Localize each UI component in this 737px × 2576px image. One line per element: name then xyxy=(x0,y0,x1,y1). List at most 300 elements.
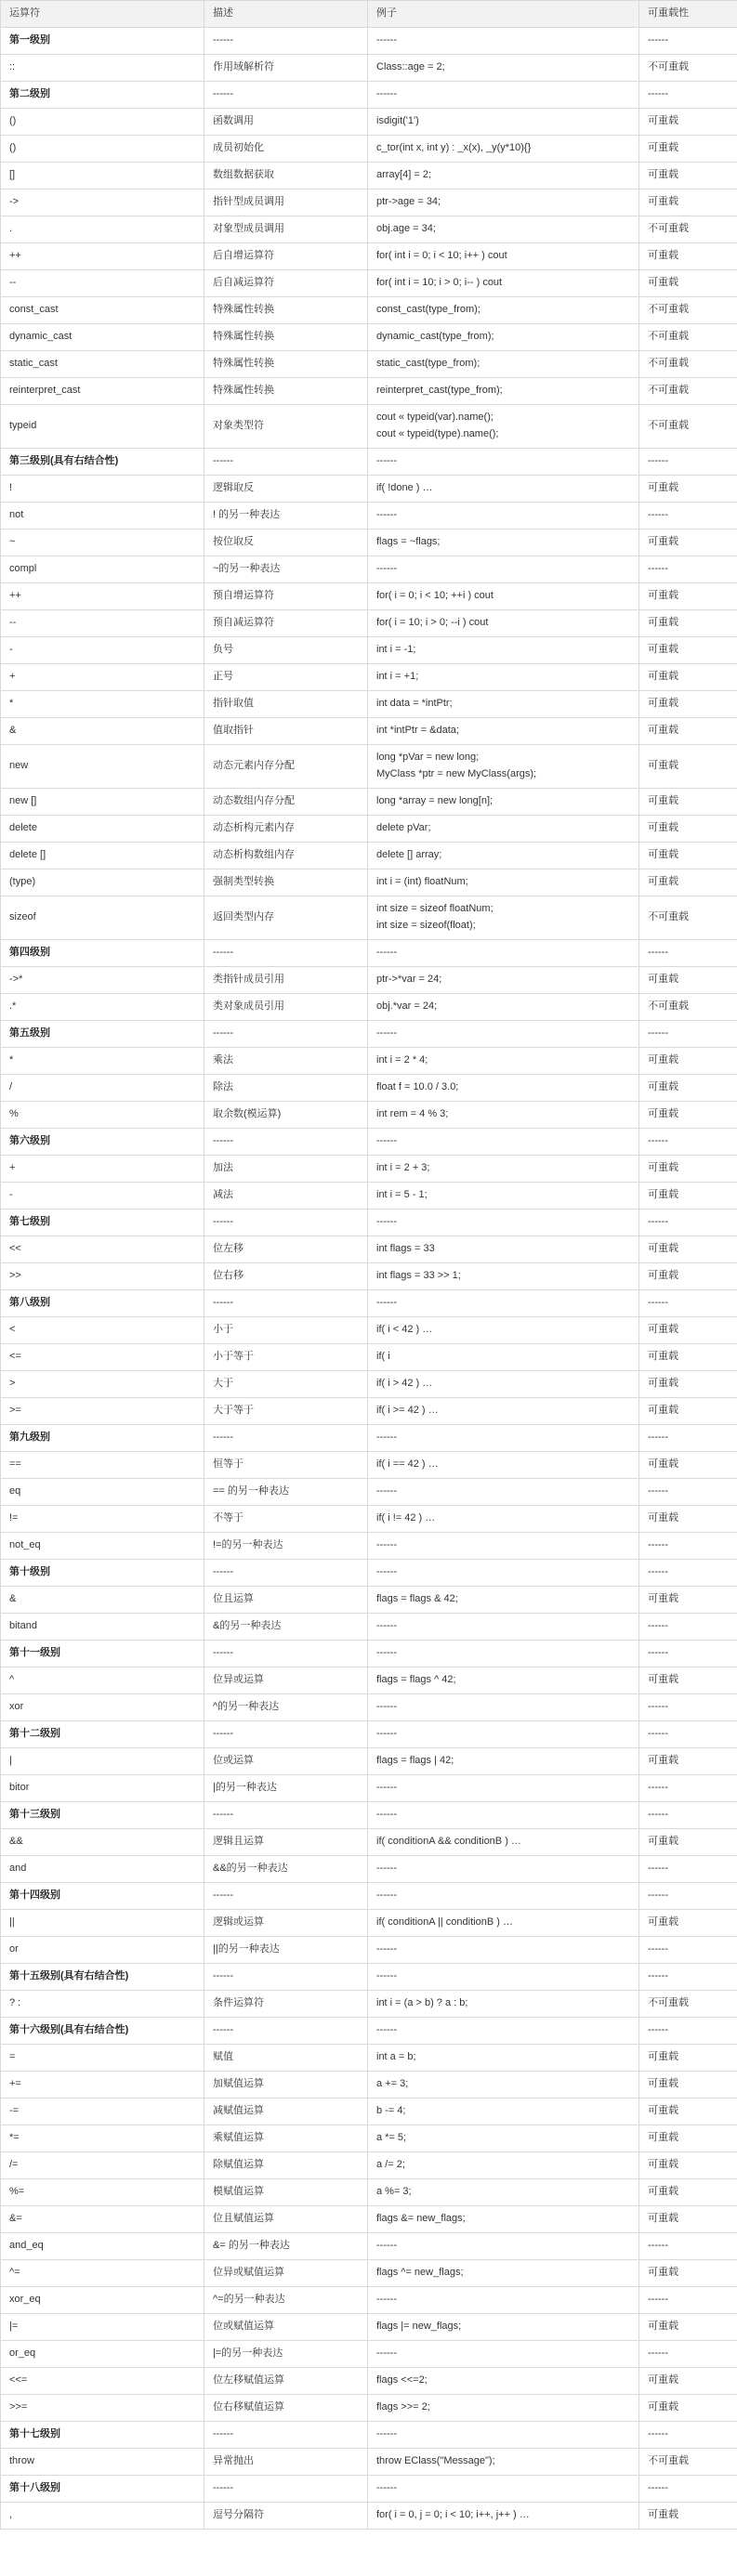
cell-overloadable: 可重载 xyxy=(639,2099,737,2125)
cell-operator: >> xyxy=(1,1263,204,1290)
cell-description: ------ xyxy=(204,2018,368,2045)
cell-overloadable: ------ xyxy=(639,2018,737,2045)
cell-example: ------ xyxy=(368,1129,639,1156)
cell-operator: -> xyxy=(1,190,204,216)
level-row xyxy=(1,1290,737,1317)
header-overloadable: 可重载性 xyxy=(639,1,737,28)
cell-description: 对象类型符 xyxy=(204,405,368,449)
cell-example xyxy=(368,745,639,789)
cell-overloadable: ------ xyxy=(639,2476,737,2503)
cell-example: for( i = 0; i < 10; ++i ) cout xyxy=(368,583,639,610)
header-operator: 运算符 xyxy=(1,1,204,28)
cell-example: float f = 10.0 / 3.0; xyxy=(368,1075,639,1102)
cell-example: ------ xyxy=(368,1775,639,1802)
cell-overloadable: 可重载 xyxy=(639,530,737,556)
cell-example: ------ xyxy=(368,1425,639,1452)
cell-operator: & xyxy=(1,718,204,745)
cell-example: ------ xyxy=(368,940,639,967)
level-title: 第十三级别 xyxy=(1,1802,204,1829)
cell-description: 位且运算 xyxy=(204,1587,368,1614)
level-title: 第十四级别 xyxy=(1,1883,204,1910)
cell-operator: xor xyxy=(1,1694,204,1721)
level-title: 第十一级别 xyxy=(1,1641,204,1667)
cell-operator: dynamic_cast xyxy=(1,324,204,351)
cell-overloadable: 可重载 xyxy=(639,2395,737,2422)
cell-operator: () xyxy=(1,109,204,136)
cell-description: ------ xyxy=(204,2476,368,2503)
cell-example: ------ xyxy=(368,28,639,55)
table-row xyxy=(1,1694,737,1721)
cell-example: obj.age = 34; xyxy=(368,216,639,243)
cell-example: ------ xyxy=(368,1614,639,1641)
cell-description: ------ xyxy=(204,1290,368,1317)
cell-operator: bitand xyxy=(1,1614,204,1641)
cell-description: 返回类型内存 xyxy=(204,896,368,940)
cell-overloadable: 不可重载 xyxy=(639,378,737,405)
cell-overloadable: 可重载 xyxy=(639,2179,737,2206)
cell-operator: - xyxy=(1,637,204,664)
cell-overloadable: 可重载 xyxy=(639,1506,737,1533)
level-title: 第八级别 xyxy=(1,1290,204,1317)
table-row xyxy=(1,476,737,503)
cell-operator: throw xyxy=(1,2449,204,2476)
cell-example: const_cast(type_from); xyxy=(368,297,639,324)
cell-overloadable: 不可重载 xyxy=(639,994,737,1021)
cell-overloadable: ------ xyxy=(639,2287,737,2314)
cell-overloadable: ------ xyxy=(639,1533,737,1560)
cell-overloadable: 可重载 xyxy=(639,1183,737,1210)
table-row xyxy=(1,109,737,136)
cell-example: ------ xyxy=(368,2018,639,2045)
cell-operator: ? : xyxy=(1,1991,204,2018)
cell-description: 按位取反 xyxy=(204,530,368,556)
example-line: int size = sizeof(float); xyxy=(376,920,476,931)
cell-example: int i = +1; xyxy=(368,664,639,691)
cell-operator: ++ xyxy=(1,243,204,270)
cell-overloadable: 可重载 xyxy=(639,718,737,745)
cell-example: flags = flags ^ 42; xyxy=(368,1667,639,1694)
cell-operator: [] xyxy=(1,163,204,190)
cell-description: 加赋值运算 xyxy=(204,2072,368,2099)
cell-overloadable: 可重载 xyxy=(639,2152,737,2179)
cell-example: ------ xyxy=(368,556,639,583)
cell-description: 小于 xyxy=(204,1317,368,1344)
cell-operator: and_eq xyxy=(1,2233,204,2260)
cell-overloadable: 可重载 xyxy=(639,664,737,691)
table-row xyxy=(1,351,737,378)
example-line: MyClass *ptr = new MyClass(args); xyxy=(376,768,537,779)
cell-operator: :: xyxy=(1,55,204,82)
cell-overloadable: ------ xyxy=(639,2422,737,2449)
table-row xyxy=(1,637,737,664)
cell-description: 函数调用 xyxy=(204,109,368,136)
cell-operator: *= xyxy=(1,2125,204,2152)
table-row xyxy=(1,816,737,843)
example-line: long *pVar = new long; xyxy=(376,752,480,764)
level-row xyxy=(1,28,737,55)
table-row xyxy=(1,1910,737,1937)
table-row xyxy=(1,324,737,351)
cell-overloadable: 可重载 xyxy=(639,1910,737,1937)
cell-example: ------ xyxy=(368,1560,639,1587)
cell-overloadable: 不可重载 xyxy=(639,55,737,82)
cell-overloadable: 可重载 xyxy=(639,2368,737,2395)
cell-operator: const_cast xyxy=(1,297,204,324)
cell-description: ------ xyxy=(204,1641,368,1667)
table-row xyxy=(1,1371,737,1398)
level-title: 第十二级别 xyxy=(1,1721,204,1748)
level-row xyxy=(1,1560,737,1587)
cell-description: ------ xyxy=(204,2422,368,2449)
level-row xyxy=(1,2018,737,2045)
cell-example: int i = (a > b) ? a : b; xyxy=(368,1991,639,2018)
cell-example: a %= 3; xyxy=(368,2179,639,2206)
cell-overloadable: ------ xyxy=(639,1021,737,1048)
level-row xyxy=(1,2476,737,2503)
cell-description: 大于等于 xyxy=(204,1398,368,1425)
cell-overloadable: ------ xyxy=(639,556,737,583)
table-row xyxy=(1,1344,737,1371)
cell-overloadable: 可重载 xyxy=(639,1102,737,1129)
level-row xyxy=(1,1129,737,1156)
cell-overloadable: ------ xyxy=(639,1694,737,1721)
table-row xyxy=(1,664,737,691)
cell-overloadable: 可重载 xyxy=(639,637,737,664)
cell-overloadable: 可重载 xyxy=(639,967,737,994)
cell-overloadable: 不可重载 xyxy=(639,324,737,351)
cell-operator: or xyxy=(1,1937,204,1964)
table-row xyxy=(1,1587,737,1614)
table-row xyxy=(1,1506,737,1533)
table-row xyxy=(1,2341,737,2368)
level-title: 第四级别 xyxy=(1,940,204,967)
table-row xyxy=(1,610,737,637)
header-example: 例子 xyxy=(368,1,639,28)
cell-example: if( conditionA && conditionB ) … xyxy=(368,1829,639,1856)
cell-overloadable: 可重载 xyxy=(639,610,737,637)
cell-overloadable: ------ xyxy=(639,1937,737,1964)
table-row xyxy=(1,190,737,216)
cell-operator: <<= xyxy=(1,2368,204,2395)
table-row xyxy=(1,870,737,896)
cell-overloadable: 可重载 xyxy=(639,1829,737,1856)
cell-description: 位右移赋值运算 xyxy=(204,2395,368,2422)
cell-overloadable: 可重载 xyxy=(639,1344,737,1371)
cell-overloadable: 不可重载 xyxy=(639,351,737,378)
cell-operator: %= xyxy=(1,2179,204,2206)
cell-example: ------ xyxy=(368,1721,639,1748)
table-row xyxy=(1,745,737,789)
cell-description: == 的另一种表达 xyxy=(204,1479,368,1506)
table-row xyxy=(1,405,737,449)
cell-description: ! 的另一种表达 xyxy=(204,503,368,530)
cell-description: 逻辑或运算 xyxy=(204,1910,368,1937)
cell-description: 减赋值运算 xyxy=(204,2099,368,2125)
cell-overloadable: 可重载 xyxy=(639,870,737,896)
level-row xyxy=(1,1641,737,1667)
cell-overloadable: ------ xyxy=(639,1425,737,1452)
cell-example: int i = (int) floatNum; xyxy=(368,870,639,896)
cell-operator: ->* xyxy=(1,967,204,994)
cell-example: ------ xyxy=(368,2287,639,2314)
table-row xyxy=(1,789,737,816)
cell-operator: or_eq xyxy=(1,2341,204,2368)
table-row xyxy=(1,1856,737,1883)
cell-overloadable: 不可重载 xyxy=(639,896,737,940)
cell-example: int *intPtr = &data; xyxy=(368,718,639,745)
table-row xyxy=(1,843,737,870)
cell-operator: compl xyxy=(1,556,204,583)
cell-example: dynamic_cast(type_from); xyxy=(368,324,639,351)
cell-description: |的另一种表达 xyxy=(204,1775,368,1802)
cell-overloadable: 可重载 xyxy=(639,190,737,216)
cell-overloadable: 可重载 xyxy=(639,1748,737,1775)
cell-description: 乘赋值运算 xyxy=(204,2125,368,2152)
cell-example: if( i != 42 ) … xyxy=(368,1506,639,1533)
cell-overloadable: 可重载 xyxy=(639,476,737,503)
cell-example: a += 3; xyxy=(368,2072,639,2099)
level-row xyxy=(1,1721,737,1748)
cell-example: delete pVar; xyxy=(368,816,639,843)
cell-description: ------ xyxy=(204,940,368,967)
cell-example: ------ xyxy=(368,1694,639,1721)
cell-description: 逻辑取反 xyxy=(204,476,368,503)
cell-example: flags >>= 2; xyxy=(368,2395,639,2422)
cell-overloadable: ------ xyxy=(639,1479,737,1506)
level-title: 第十六级别(具有右结合性) xyxy=(1,2018,204,2045)
cell-operator: >>= xyxy=(1,2395,204,2422)
table-body xyxy=(1,28,737,2530)
level-row xyxy=(1,82,737,109)
cell-description: 恒等于 xyxy=(204,1452,368,1479)
table-row xyxy=(1,994,737,1021)
cell-example: Class::age = 2; xyxy=(368,55,639,82)
table-row xyxy=(1,2260,737,2287)
table-row xyxy=(1,503,737,530)
table-row xyxy=(1,1991,737,2018)
cell-operator: /= xyxy=(1,2152,204,2179)
cell-description: !=的另一种表达 xyxy=(204,1533,368,1560)
table-row xyxy=(1,1263,737,1290)
cell-operator: ~ xyxy=(1,530,204,556)
cell-example: a *= 5; xyxy=(368,2125,639,2152)
cell-description: ||的另一种表达 xyxy=(204,1937,368,1964)
cell-example: static_cast(type_from); xyxy=(368,351,639,378)
cell-operator: -- xyxy=(1,610,204,637)
cell-overloadable: 可重载 xyxy=(639,2260,737,2287)
level-title: 第九级别 xyxy=(1,1425,204,1452)
cell-description: 动态析构数组内存 xyxy=(204,843,368,870)
cell-operator: < xyxy=(1,1317,204,1344)
cell-example: array[4] = 2; xyxy=(368,163,639,190)
cell-example: int flags = 33 >> 1; xyxy=(368,1263,639,1290)
cell-example: flags ^= new_flags; xyxy=(368,2260,639,2287)
table-row xyxy=(1,967,737,994)
cell-overloadable: ------ xyxy=(639,1883,737,1910)
cell-example: ptr->age = 34; xyxy=(368,190,639,216)
table-row xyxy=(1,1937,737,1964)
table-row xyxy=(1,2206,737,2233)
table-row xyxy=(1,2072,737,2099)
cell-overloadable: ------ xyxy=(639,1641,737,1667)
cell-description: 加法 xyxy=(204,1156,368,1183)
cell-example: int i = -1; xyxy=(368,637,639,664)
cell-description: 对象型成员调用 xyxy=(204,216,368,243)
cell-description: 数组数据获取 xyxy=(204,163,368,190)
cell-overloadable: 可重载 xyxy=(639,1452,737,1479)
cell-description: 后自增运算符 xyxy=(204,243,368,270)
table-row xyxy=(1,1667,737,1694)
cell-overloadable: ------ xyxy=(639,503,737,530)
level-title: 第十五级别(具有右结合性) xyxy=(1,1964,204,1991)
cell-operator: - xyxy=(1,1183,204,1210)
cell-description: ^=的另一种表达 xyxy=(204,2287,368,2314)
cell-description: 后自减运算符 xyxy=(204,270,368,297)
cell-overloadable: 可重载 xyxy=(639,816,737,843)
cell-description: 除赋值运算 xyxy=(204,2152,368,2179)
cell-example: long *array = new long[n]; xyxy=(368,789,639,816)
cell-overloadable: 可重载 xyxy=(639,2045,737,2072)
cell-description: |=的另一种表达 xyxy=(204,2341,368,2368)
cell-overloadable: 可重载 xyxy=(639,1263,737,1290)
cell-description: ^的另一种表达 xyxy=(204,1694,368,1721)
table-row xyxy=(1,1156,737,1183)
cell-operator: / xyxy=(1,1075,204,1102)
cell-overloadable: ------ xyxy=(639,1560,737,1587)
cell-operator: && xyxy=(1,1829,204,1856)
cell-example xyxy=(368,405,639,449)
cell-example: if( i >= 42 ) … xyxy=(368,1398,639,1425)
cell-overloadable: 可重载 xyxy=(639,270,737,297)
cell-description: 位左移 xyxy=(204,1236,368,1263)
cell-description: 大于 xyxy=(204,1371,368,1398)
table-row xyxy=(1,1452,737,1479)
cell-example: for( int i = 10; i > 0; i-- ) cout xyxy=(368,270,639,297)
cell-example: flags |= new_flags; xyxy=(368,2314,639,2341)
cell-description: 取余数(模运算) xyxy=(204,1102,368,1129)
cell-operator: + xyxy=(1,664,204,691)
level-title: 第七级别 xyxy=(1,1210,204,1236)
table-row xyxy=(1,1102,737,1129)
cell-operator: (type) xyxy=(1,870,204,896)
table-row xyxy=(1,216,737,243)
cell-example: for( i = 10; i > 0; --i ) cout xyxy=(368,610,639,637)
cell-operator: .* xyxy=(1,994,204,1021)
cell-overloadable: 可重载 xyxy=(639,2503,737,2530)
cell-example: if( i > 42 ) … xyxy=(368,1371,639,1398)
cell-example: ------ xyxy=(368,1964,639,1991)
cell-description: ------ xyxy=(204,82,368,109)
cell-example: for( i = 0, j = 0; i < 10; i++, j++ ) … xyxy=(368,2503,639,2530)
example-line: cout « typeid(type).name(); xyxy=(376,428,499,439)
cell-description: 条件运算符 xyxy=(204,1991,368,2018)
table-row xyxy=(1,2045,737,2072)
cell-overloadable: 可重载 xyxy=(639,583,737,610)
cell-example: ------ xyxy=(368,1479,639,1506)
level-row xyxy=(1,1802,737,1829)
cell-example: ptr->*var = 24; xyxy=(368,967,639,994)
table-row xyxy=(1,270,737,297)
cell-example: obj.*var = 24; xyxy=(368,994,639,1021)
cell-description: ------ xyxy=(204,1721,368,1748)
cell-example: int i = 2 * 4; xyxy=(368,1048,639,1075)
cell-description: 指针取值 xyxy=(204,691,368,718)
cell-example: ------ xyxy=(368,1641,639,1667)
cell-example: delete [] array; xyxy=(368,843,639,870)
level-row xyxy=(1,1021,737,1048)
table-row xyxy=(1,2099,737,2125)
cell-description: ------ xyxy=(204,449,368,476)
cell-description: 强制类型转换 xyxy=(204,870,368,896)
cell-overloadable: 可重载 xyxy=(639,1587,737,1614)
cell-operator: >= xyxy=(1,1398,204,1425)
cell-operator: () xyxy=(1,136,204,163)
cell-description: ~的另一种表达 xyxy=(204,556,368,583)
cell-operator: not_eq xyxy=(1,1533,204,1560)
table-row xyxy=(1,1533,737,1560)
cell-example: reinterpret_cast(type_from); xyxy=(368,378,639,405)
cell-description: 不等于 xyxy=(204,1506,368,1533)
cell-operator: & xyxy=(1,1587,204,1614)
cell-overloadable: 可重载 xyxy=(639,2206,737,2233)
cell-overloadable: 可重载 xyxy=(639,2125,737,2152)
cell-overloadable: 可重载 xyxy=(639,1075,737,1102)
cell-operator: * xyxy=(1,691,204,718)
table-row xyxy=(1,1829,737,1856)
cell-description: 预自增运算符 xyxy=(204,583,368,610)
cell-example: flags &= new_flags; xyxy=(368,2206,639,2233)
cell-operator: typeid xyxy=(1,405,204,449)
cell-overloadable: ------ xyxy=(639,1802,737,1829)
cell-overloadable: 可重载 xyxy=(639,1048,737,1075)
table-row xyxy=(1,297,737,324)
cell-description: 位且赋值运算 xyxy=(204,2206,368,2233)
level-title: 第十级别 xyxy=(1,1560,204,1587)
cell-example: ------ xyxy=(368,1856,639,1883)
example-line: int size = sizeof floatNum; xyxy=(376,903,494,915)
cell-example: isdigit('1') xyxy=(368,109,639,136)
cell-example: ------ xyxy=(368,1802,639,1829)
cell-description: 作用域解析符 xyxy=(204,55,368,82)
cell-description: ------ xyxy=(204,1129,368,1156)
cell-description: 乘法 xyxy=(204,1048,368,1075)
table-row xyxy=(1,136,737,163)
cell-overloadable: 可重载 xyxy=(639,789,737,816)
cell-example: int data = *intPtr; xyxy=(368,691,639,718)
table-row xyxy=(1,1048,737,1075)
cell-example: for( int i = 0; i < 10; i++ ) cout xyxy=(368,243,639,270)
cell-description: 类指针成员引用 xyxy=(204,967,368,994)
cell-description: ------ xyxy=(204,1021,368,1048)
table-row xyxy=(1,718,737,745)
level-row xyxy=(1,940,737,967)
cell-operator: new xyxy=(1,745,204,789)
table-row xyxy=(1,2179,737,2206)
cell-overloadable: 可重载 xyxy=(639,136,737,163)
cell-operator: + xyxy=(1,1156,204,1183)
cell-overloadable: 可重载 xyxy=(639,1667,737,1694)
level-row xyxy=(1,449,737,476)
cell-description: 位或赋值运算 xyxy=(204,2314,368,2341)
cell-operator: ^= xyxy=(1,2260,204,2287)
cell-description: 逻辑且运算 xyxy=(204,1829,368,1856)
cell-description: 除法 xyxy=(204,1075,368,1102)
cell-overloadable: 不可重载 xyxy=(639,1991,737,2018)
cell-example: int rem = 4 % 3; xyxy=(368,1102,639,1129)
table-row xyxy=(1,55,737,82)
cell-description: 动态数组内存分配 xyxy=(204,789,368,816)
cell-overloadable: ------ xyxy=(639,1210,737,1236)
